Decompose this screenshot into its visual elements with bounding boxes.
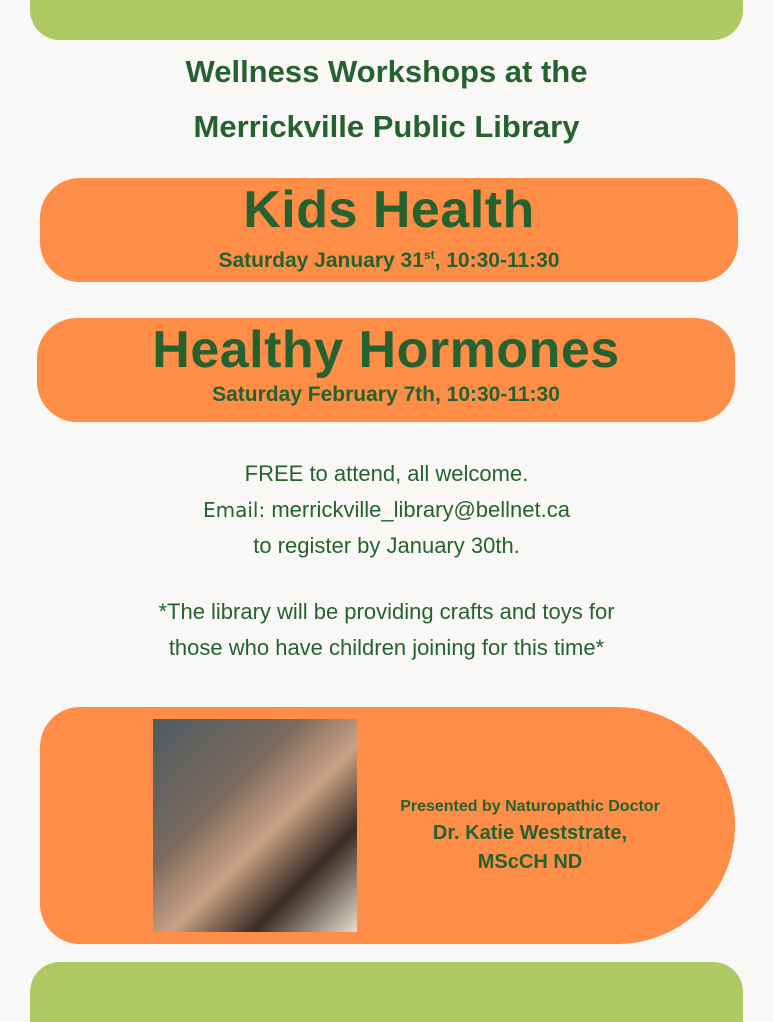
registration-info [0, 456, 773, 564]
note-line-1: *The library will be providing crafts and toys for [158, 599, 615, 624]
top-decorative-bar [30, 0, 743, 40]
event-title: Kids Health [243, 181, 535, 239]
presenter-credentials: MScCH ND [477, 851, 583, 873]
event-date [40, 240, 738, 276]
date-ordinal: st [423, 248, 435, 262]
presented-by: Presented by Naturopathic Doctor [400, 798, 660, 815]
email-line [0, 492, 773, 529]
free-text: FREE to attend, all welcome. [244, 461, 529, 486]
presenter-card [40, 707, 735, 944]
presenter-name: Dr. Katie Weststrate, [432, 822, 628, 844]
event-date: Saturday February 7th, 10:30-11:30 [212, 383, 560, 406]
note-line-2: those who have children joining for this time* [168, 635, 605, 660]
presenter-photo [153, 719, 357, 932]
email-link[interactable]: merrickville_library@bellnet.ca [271, 496, 570, 522]
page-title [0, 44, 773, 154]
register-deadline: to register by January 30th. [253, 533, 520, 558]
date-text: Saturday January 31 [218, 249, 424, 272]
event-kids-health [40, 178, 738, 282]
event-title: Healthy Hormones [152, 321, 620, 379]
title-line-1: Wellness Workshops at the [185, 54, 588, 89]
presenter-info [370, 795, 690, 877]
title-line-2: Merrickville Public Library [193, 109, 580, 144]
date-time: , 10:30-11:30 [434, 249, 560, 272]
email-label: Email: [202, 497, 266, 522]
bottom-decorative-bar [30, 962, 743, 1022]
event-healthy-hormones [37, 318, 735, 422]
childcare-note [0, 594, 773, 666]
